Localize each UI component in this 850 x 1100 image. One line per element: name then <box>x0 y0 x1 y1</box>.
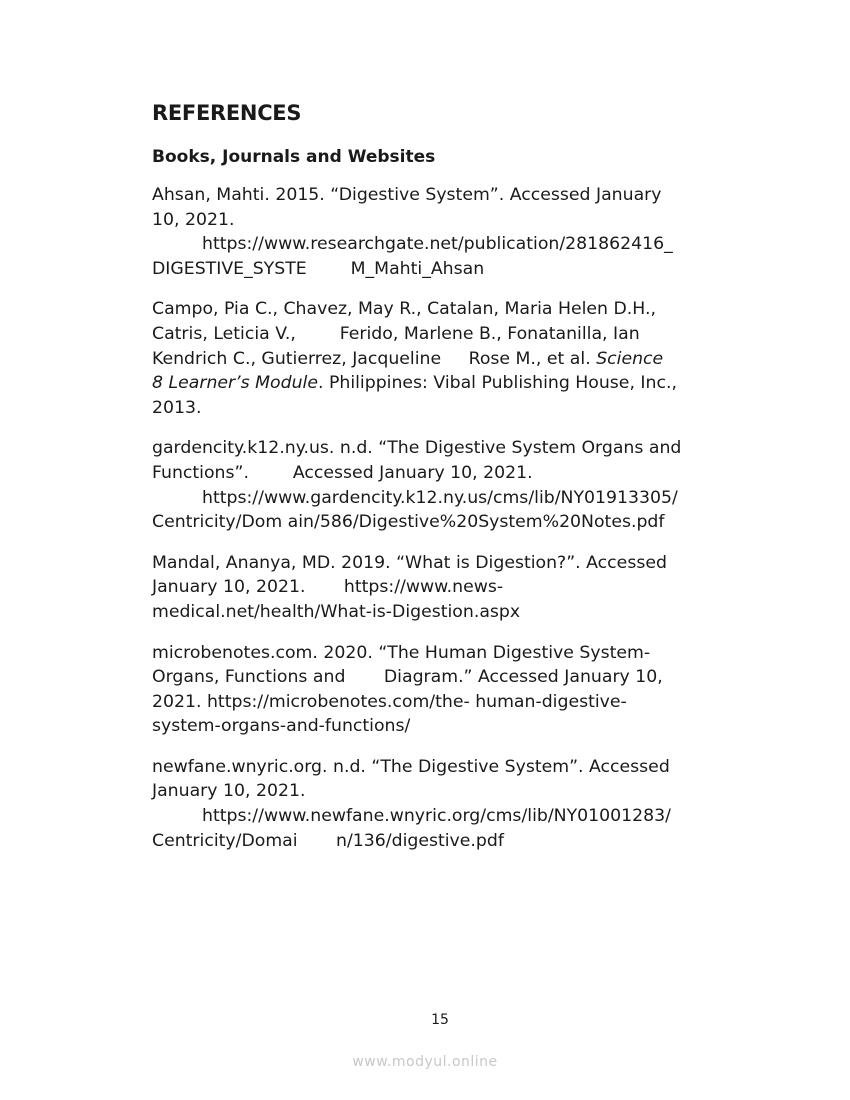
reference-line: 10, 2021. <box>152 209 235 230</box>
reference-line: Functions”. Accessed January 10, 2021. <box>152 462 533 483</box>
reference-line: Campo, Pia C., Chavez, May R., Catalan, Maria Helen D.H., <box>152 299 656 320</box>
reference-list <box>152 183 752 869</box>
reference-line: newfane.wnyric.org. n.d. “The Digestive System”. Accessed <box>152 756 670 777</box>
reference-newfane <box>152 755 752 853</box>
reference-url[interactable]: Centricity/Dom ain/586/Digestive%20System%20Notes.pdf <box>152 512 665 533</box>
reference-text: Kendrich C., Gutierrez, Jacqueline Rose M., et al. <box>152 348 597 369</box>
reference-url[interactable]: system-organs-and-functions/ <box>152 716 411 737</box>
reference-microbenotes <box>152 641 752 739</box>
reference-line: January 10, 2021. <box>152 781 306 802</box>
watermark: www.modyul.online <box>352 1054 498 1070</box>
reference-line: gardencity.k12.ny.us. n.d. “The Digestive System Organs and <box>152 438 682 459</box>
page-title: REFERENCES <box>152 101 302 125</box>
section-heading: Books, Journals and Websites <box>152 147 436 167</box>
reference-url[interactable]: 2021. https://microbenotes.com/the- human-digestive- <box>152 691 627 712</box>
reference-mandal <box>152 551 752 625</box>
reference-text: . Philippines: Vibal Publishing House, Inc., <box>317 373 677 394</box>
book-title: Science <box>596 348 664 369</box>
reference-line <box>152 371 752 396</box>
reference-line: microbenotes.com. 2020. “The Human Digestive System- <box>152 642 651 663</box>
reference-url[interactable]: medical.net/health/What-is-Digestion.aspx <box>152 601 521 622</box>
reference-url[interactable]: https://www.researchgate.net/publication/281862416_ <box>202 234 673 255</box>
reference-gardencity <box>152 436 752 534</box>
reference-line <box>152 347 752 372</box>
reference-url[interactable]: Centricity/Domai n/136/digestive.pdf <box>152 830 504 851</box>
reference-campo <box>152 297 752 420</box>
reference-url[interactable]: https://www.gardencity.k12.ny.us/cms/lib/NY01913305/ <box>202 487 678 508</box>
reference-ahsan <box>152 183 752 281</box>
reference-line: Ahsan, Mahti. 2015. “Digestive System”. Accessed January <box>152 185 662 205</box>
page-number: 15 <box>431 1012 449 1028</box>
reference-line: Mandal, Ananya, MD. 2019. “What is Digestion?”. Accessed <box>152 552 667 573</box>
reference-url[interactable]: DIGESTIVE_SYSTE M_Mahti_Ahsan <box>152 258 485 279</box>
reference-url[interactable]: https://www.newfane.wnyric.org/cms/lib/NY01001283/ <box>202 806 671 827</box>
reference-line: January 10, 2021. https://www.news- <box>152 577 504 598</box>
reference-line: Organs, Functions and Diagram.” Accessed January 10, <box>152 667 663 688</box>
reference-line: Catris, Leticia V., Ferido, Marlene B., Fonatanilla, Ian <box>152 323 640 344</box>
reference-line: 2013. <box>152 397 202 418</box>
book-title: 8 Learner’s Module <box>152 373 318 394</box>
